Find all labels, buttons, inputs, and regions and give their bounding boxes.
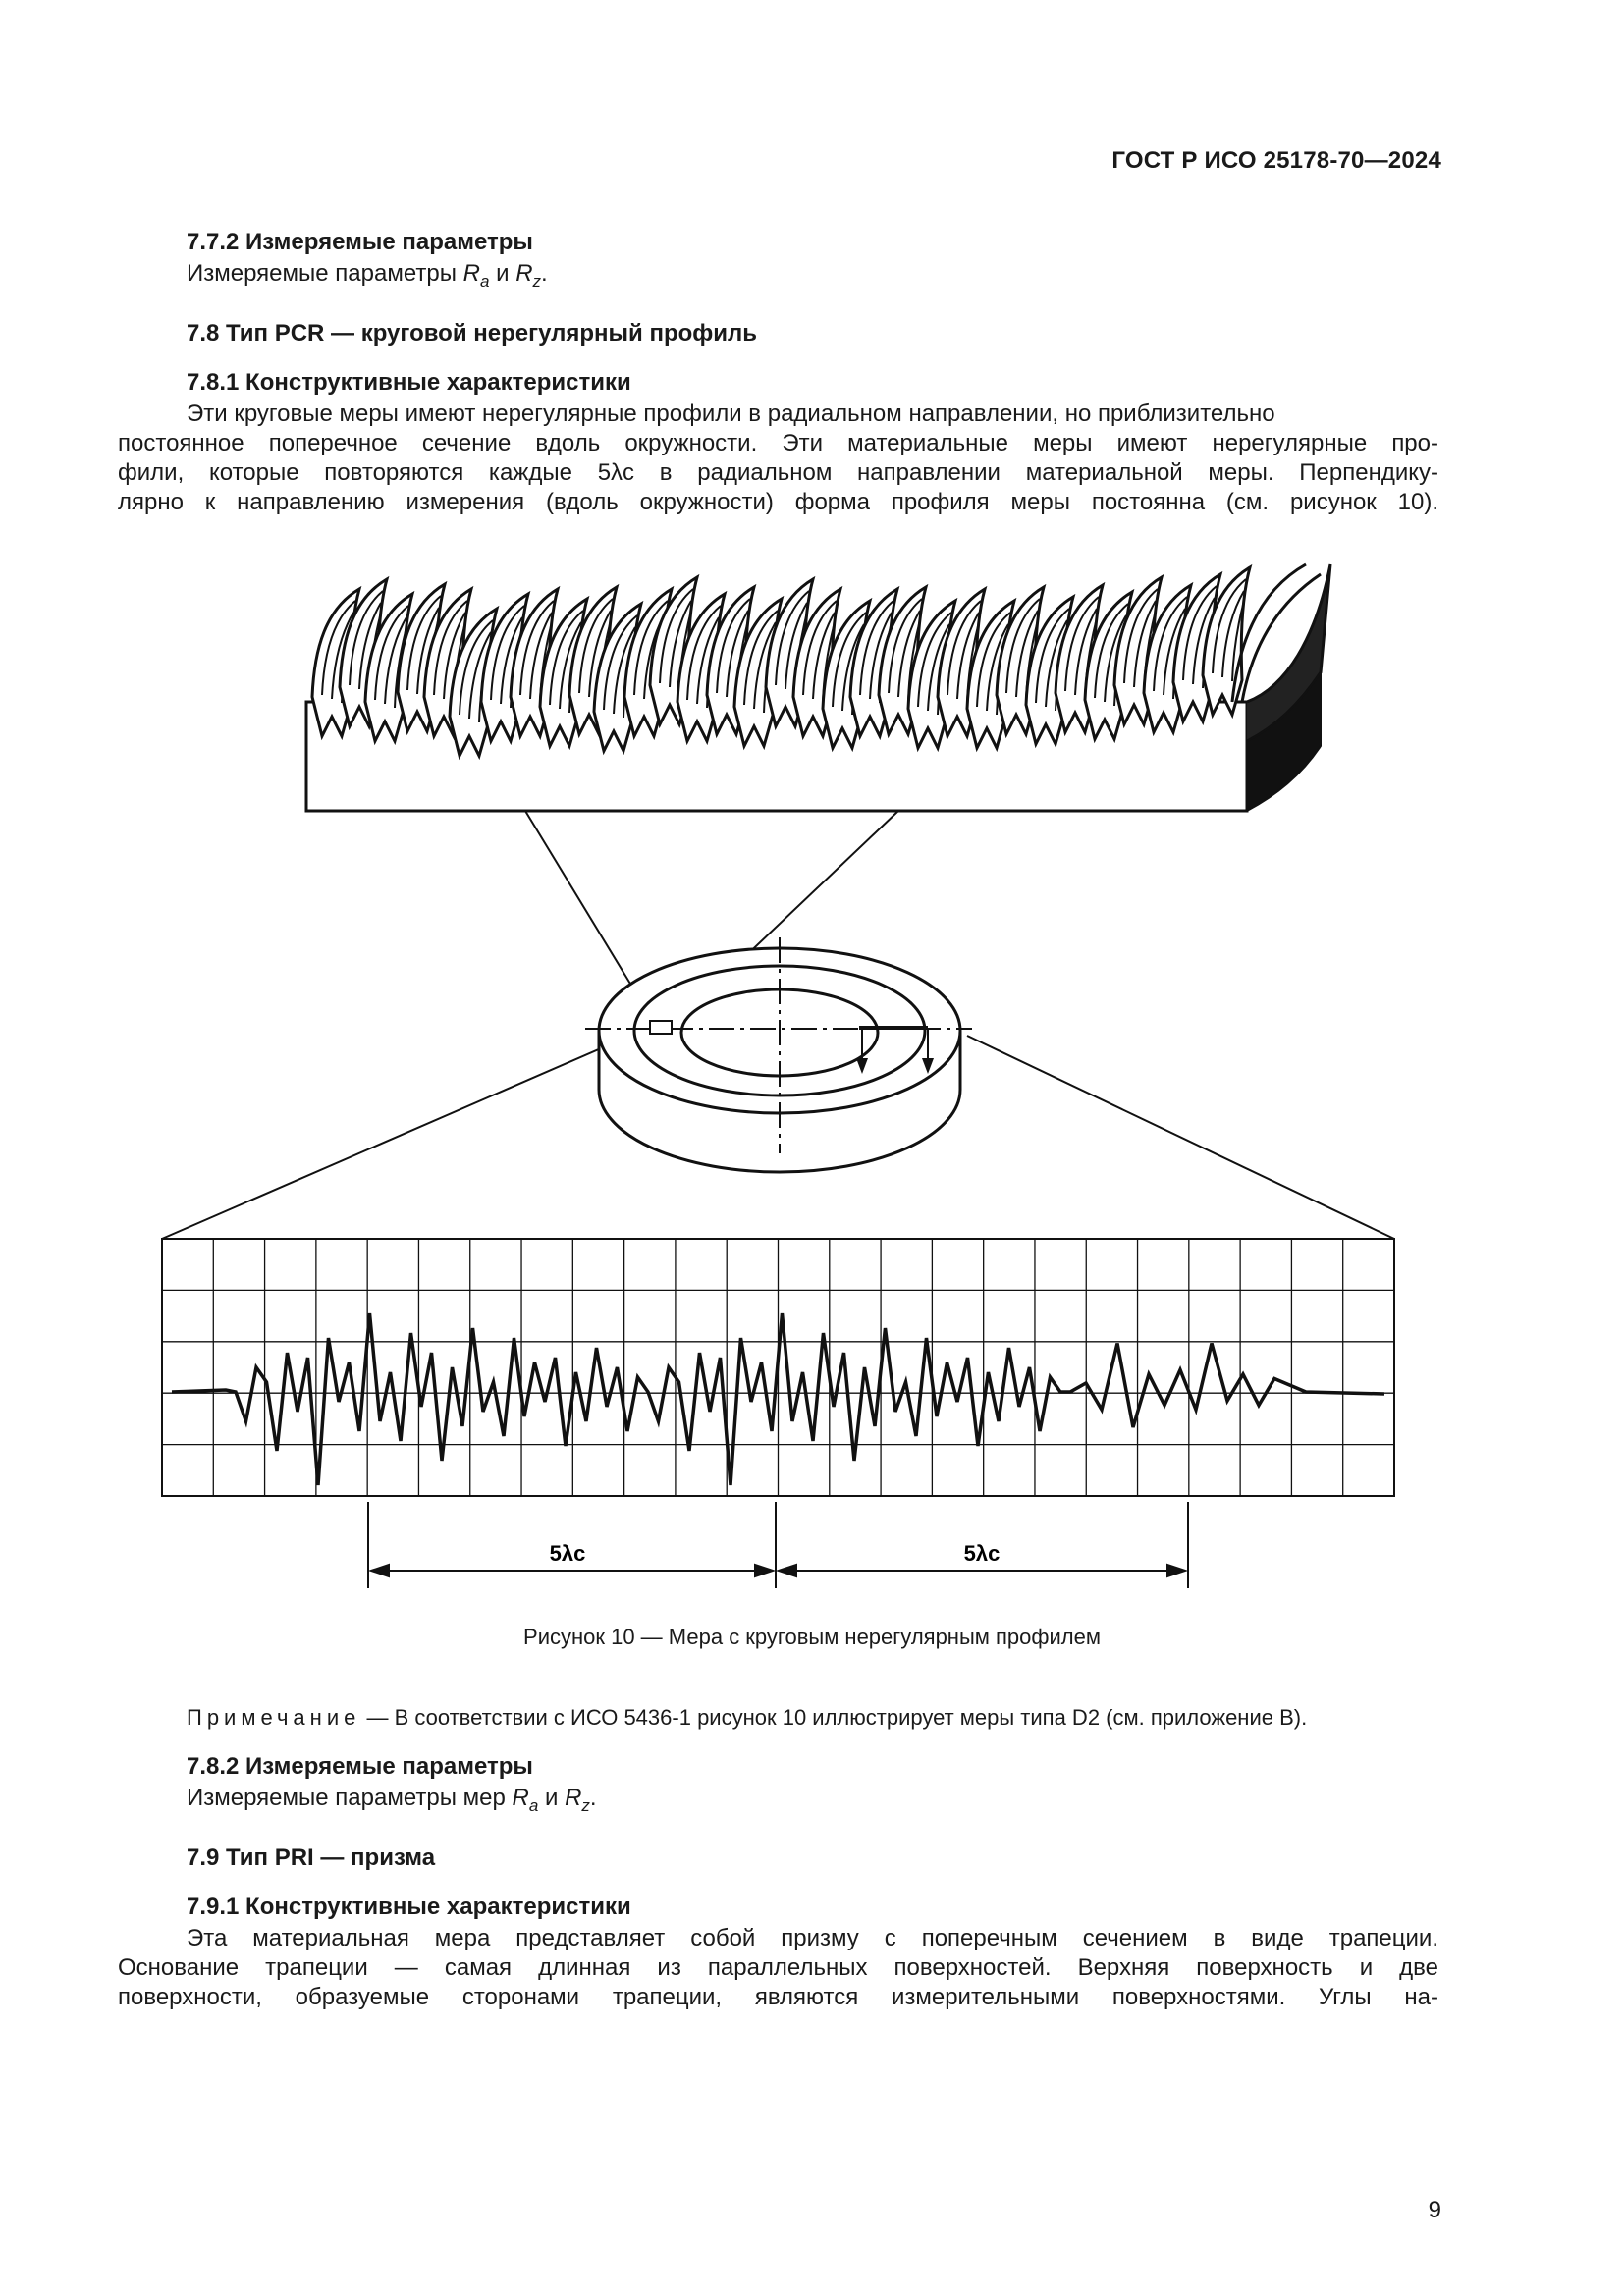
heading-7-8: 7.8 Тип PCR — круговой нерегулярный профиль (187, 320, 758, 347)
param-r: R (565, 1785, 582, 1811)
text-line: поверхности, образуемые сторонами трапеции, являются измерительными поверхностями. Углы на- (118, 1984, 1438, 2010)
text: и (489, 260, 516, 287)
paragraph-7-7-2 (187, 259, 548, 296)
text-line: лярно к направлению измерения (вдоль окружности) форма профиля меры постоянна (см. рисунок 10). (118, 489, 1438, 515)
note (187, 1704, 1443, 1732)
profile-chart (162, 1239, 1394, 1496)
profile-block-illustration (306, 564, 1330, 811)
param-r: R (462, 260, 480, 287)
heading-7-9-1: 7.9.1 Конструктивные характеристики (187, 1894, 631, 1920)
dimension-label-right: 5λc (963, 1541, 1001, 1566)
param-sub: a (479, 271, 490, 291)
text-line: Эта материальная мера представляет собой призму с поперечным сечением в виде трапеции. (187, 1925, 1438, 1951)
text-line: фили, которые повторяются каждые 5λc в радиальном направлении материальной меры. Перпендику- (118, 459, 1438, 486)
text: Измеряемые параметры мер (187, 1785, 513, 1811)
text-line: Эти круговые меры имеют нерегулярные профили в радиальном направлении, но приблизительно (187, 400, 1275, 427)
text: и (538, 1785, 566, 1811)
text-line: Основание трапеции — самая длинная из параллельных поверхностей. Верхняя поверхность и две (118, 1954, 1438, 1981)
text: . (541, 260, 548, 287)
heading-7-8-2: 7.8.2 Измеряемые параметры (187, 1753, 533, 1780)
figure-10 (0, 550, 1624, 1610)
page-number: 9 (1428, 2197, 1441, 2223)
paragraph-7-8-2 (187, 1784, 597, 1821)
figure-caption: Рисунок 10 — Мера с круговым нерегулярным профилем (523, 1625, 1101, 1649)
param-sub: z (581, 1795, 590, 1815)
note-text: — В соответствии с ИСО 5436-1 рисунок 10 иллюстрирует меры типа D2 (см. приложение В). (360, 1705, 1308, 1730)
paragraph-7-9-1 (118, 1924, 1438, 2012)
param-r: R (515, 260, 533, 287)
text-line: постоянное поперечное сечение вдоль окружности. Эти материальные меры имеют нерегулярные про- (118, 430, 1438, 456)
param-sub: a (528, 1795, 539, 1815)
paragraph-7-8-1 (118, 400, 1438, 517)
note-label: Примечание (187, 1705, 361, 1730)
text: . (589, 1785, 597, 1811)
text: Измеряемые параметры (187, 260, 463, 287)
dimension-lines (368, 1502, 1188, 1588)
heading-7-7-2: 7.7.2 Измеряемые параметры (187, 229, 533, 255)
circular-disk-illustration (585, 937, 972, 1172)
param-sub: z (532, 271, 542, 291)
heading-7-9: 7.9 Тип PRI — призма (187, 1844, 436, 1871)
document-header: ГОСТ Р ИСО 25178-70—2024 (1111, 147, 1441, 174)
param-r: R (512, 1785, 529, 1811)
heading-7-8-1: 7.8.1 Конструктивные характеристики (187, 369, 631, 396)
dimension-label-left: 5λc (549, 1541, 586, 1566)
